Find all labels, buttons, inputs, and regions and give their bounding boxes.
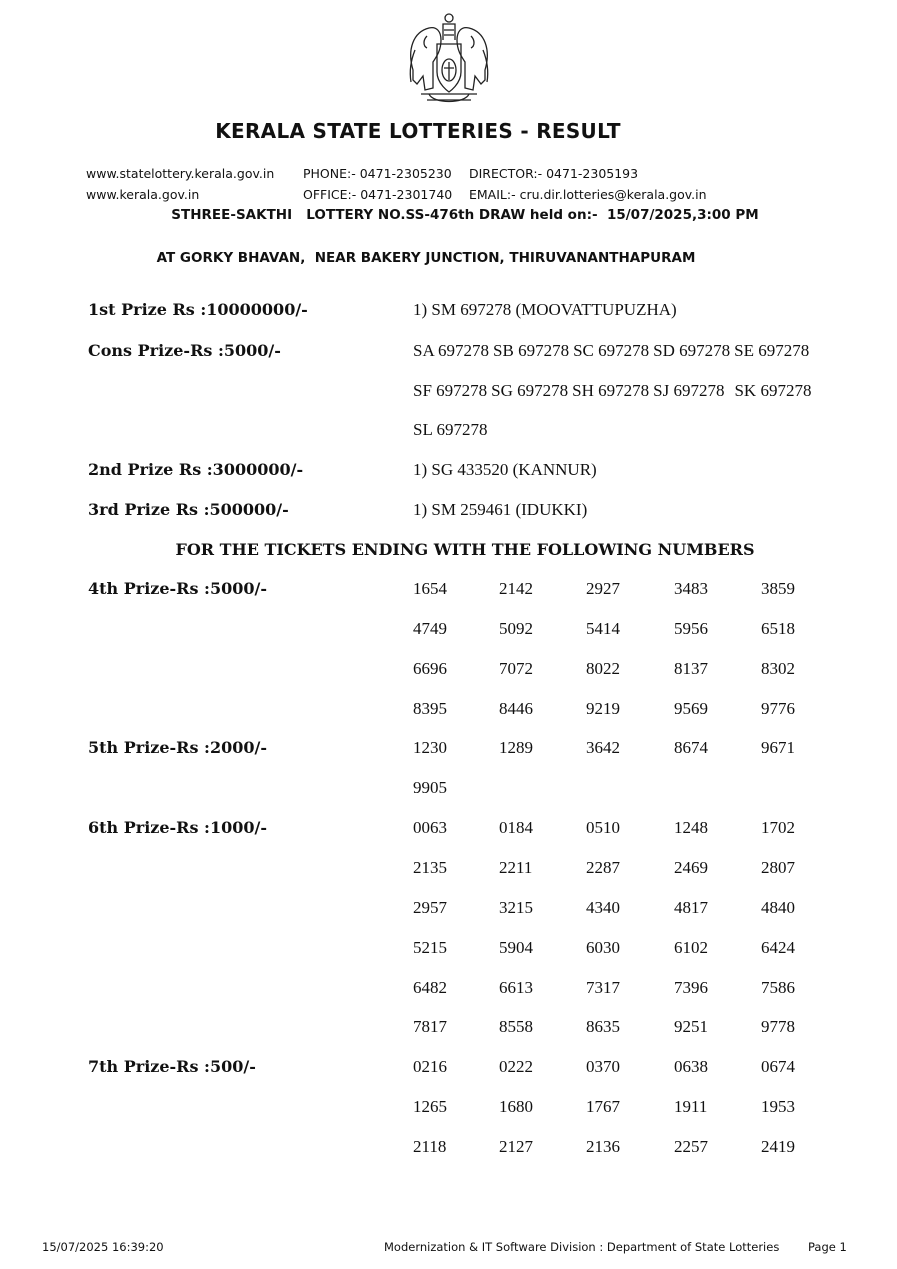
winning-number: 2957	[413, 897, 447, 917]
phone-number: PHONE:- 0471-2305230	[303, 166, 452, 181]
winning-number: 0510	[586, 818, 620, 838]
second-prize-label: 2nd Prize Rs :3000000/-	[88, 460, 304, 479]
cons-ticket: SE 697278	[734, 341, 810, 360]
winning-number: 3215	[499, 897, 533, 917]
cons-prize-line	[413, 341, 813, 361]
winning-number: 9905	[413, 778, 447, 798]
cons-ticket: SF 697278	[413, 381, 488, 400]
winning-number: 3859	[761, 579, 795, 598]
cons-prize-label: Cons Prize-Rs :5000/-	[88, 341, 281, 360]
cons-prize-line	[413, 420, 491, 440]
email-address[interactable]: EMAIL:- cru.dir.lotteries@kerala.gov.in	[469, 187, 707, 202]
winning-number: 0216	[413, 1057, 447, 1077]
cons-ticket: SK 697278	[734, 381, 812, 400]
winning-number: 0674	[761, 1057, 795, 1077]
winning-number: 9778	[761, 1017, 795, 1037]
winning-number: 5904	[499, 937, 533, 957]
winning-number: 1702	[761, 818, 795, 838]
winning-number: 8674	[674, 738, 708, 758]
winning-number: 1230	[413, 738, 447, 758]
third-prize-label: 3rd Prize Rs :500000/-	[88, 500, 289, 519]
winning-number: 0638	[674, 1057, 708, 1077]
cons-ticket: SH 697278	[572, 381, 650, 400]
winning-number: 1911	[674, 1097, 708, 1117]
winning-number: 7817	[413, 1017, 447, 1037]
winning-number: 8395	[413, 698, 447, 718]
winning-number: 8022	[586, 658, 620, 678]
winning-number: 1767	[586, 1097, 620, 1117]
winning-number: 0063	[413, 818, 447, 838]
cons-ticket: SC 697278	[573, 341, 650, 360]
winning-number: 2127	[499, 1136, 533, 1156]
winning-number: 8302	[761, 658, 795, 678]
winning-number: 3483	[674, 579, 708, 598]
winning-number: 2419	[761, 1136, 795, 1156]
cons-prize-line	[413, 381, 815, 401]
ending-prize-label: 5th Prize-Rs :2000/-	[88, 738, 267, 758]
winning-number: 7317	[586, 977, 620, 997]
winning-number: 2135	[413, 857, 447, 877]
cons-ticket: SJ 697278	[653, 381, 725, 400]
winning-number: 4340	[586, 897, 620, 917]
winning-number: 1680	[499, 1097, 533, 1117]
winning-number: 4840	[761, 897, 795, 917]
winning-number: 7586	[761, 977, 795, 997]
page-title: KERALA STATE LOTTERIES - RESULT	[215, 119, 621, 143]
winning-number: 5215	[413, 937, 447, 957]
winning-number: 2136	[586, 1136, 620, 1156]
footer-page-number: Page 1	[808, 1240, 847, 1254]
winning-number: 2211	[499, 857, 533, 877]
winning-number: 2142	[499, 579, 533, 598]
second-prize-value: 1) SG 433520 (KANNUR)	[413, 460, 597, 479]
winning-number: 2469	[674, 857, 708, 877]
winning-number: 1248	[674, 818, 708, 838]
winning-number: 7396	[674, 977, 708, 997]
cons-ticket: SB 697278	[493, 341, 570, 360]
draw-details: STHREE-SAKTHI LOTTERY NO.SS-476th DRAW held on:- 15/07/2025,3:00 PM	[171, 207, 759, 223]
footer-timestamp: 15/07/2025 16:39:20	[42, 1240, 164, 1254]
winning-number: 8558	[499, 1017, 533, 1037]
ending-numbers-heading: FOR THE TICKETS ENDING WITH THE FOLLOWING NUMBERS	[175, 540, 755, 559]
winning-number: 9671	[761, 738, 795, 758]
director-number: DIRECTOR:- 0471-2305193	[469, 166, 639, 181]
cons-ticket: SG 697278	[491, 381, 569, 400]
first-prize-label: 1st Prize Rs :10000000/-	[88, 300, 308, 319]
winning-number: 2927	[586, 579, 620, 598]
third-prize-value: 1) SM 259461 (IDUKKI)	[413, 500, 588, 519]
website-link-statelottery[interactable]: www.statelottery.kerala.gov.in	[86, 166, 275, 181]
winning-number: 6613	[499, 977, 533, 997]
winning-number: 2287	[586, 857, 620, 877]
winning-number: 6102	[674, 937, 708, 957]
winning-number: 2807	[761, 857, 795, 877]
winning-number: 5092	[499, 618, 533, 638]
winning-number: 1953	[761, 1097, 795, 1117]
ending-prize-label: 7th Prize-Rs :500/-	[88, 1057, 256, 1077]
cons-ticket: SA 697278	[413, 341, 490, 360]
footer-division: Modernization & IT Software Division : Department of State Lotteries	[384, 1240, 780, 1254]
winning-number: 1265	[413, 1097, 447, 1117]
office-number: OFFICE:- 0471-2301740	[303, 187, 453, 202]
winning-number: 0222	[499, 1057, 533, 1077]
kerala-state-emblem-icon	[403, 10, 495, 110]
winning-number: 5414	[586, 618, 620, 638]
winning-number: 6518	[761, 618, 795, 638]
winning-number: 5956	[674, 618, 708, 638]
winning-number: 8446	[499, 698, 533, 718]
cons-ticket: SL 697278	[413, 420, 488, 439]
website-link-kerala[interactable]: www.kerala.gov.in	[86, 187, 200, 202]
winning-number: 4817	[674, 897, 708, 917]
winning-number: 9569	[674, 698, 708, 718]
winning-number: 3642	[586, 738, 620, 758]
winning-number: 2118	[413, 1136, 447, 1156]
winning-number: 6482	[413, 977, 447, 997]
winning-number: 4749	[413, 618, 447, 638]
winning-number: 0184	[499, 818, 533, 838]
cons-ticket: SD 697278	[653, 341, 731, 360]
winning-number: 9776	[761, 698, 795, 718]
draw-venue: AT GORKY BHAVAN, NEAR BAKERY JUNCTION, THIRUVANANTHAPURAM	[156, 250, 696, 266]
winning-number: 9251	[674, 1017, 708, 1037]
winning-number: 6030	[586, 937, 620, 957]
winning-number: 1289	[499, 738, 533, 758]
winning-number: 1654	[413, 579, 447, 598]
winning-number: 8137	[674, 658, 708, 678]
winning-number: 8635	[586, 1017, 620, 1037]
winning-number: 7072	[499, 658, 533, 678]
winning-number: 6424	[761, 937, 795, 957]
ending-prize-label: 4th Prize-Rs :5000/-	[88, 579, 267, 598]
ending-prize-label: 6th Prize-Rs :1000/-	[88, 818, 267, 838]
winning-number: 2257	[674, 1136, 708, 1156]
first-prize-value: 1) SM 697278 (MOOVATTUPUZHA)	[413, 300, 677, 319]
winning-number: 0370	[586, 1057, 620, 1077]
winning-number: 6696	[413, 658, 447, 678]
winning-number: 9219	[586, 698, 620, 718]
